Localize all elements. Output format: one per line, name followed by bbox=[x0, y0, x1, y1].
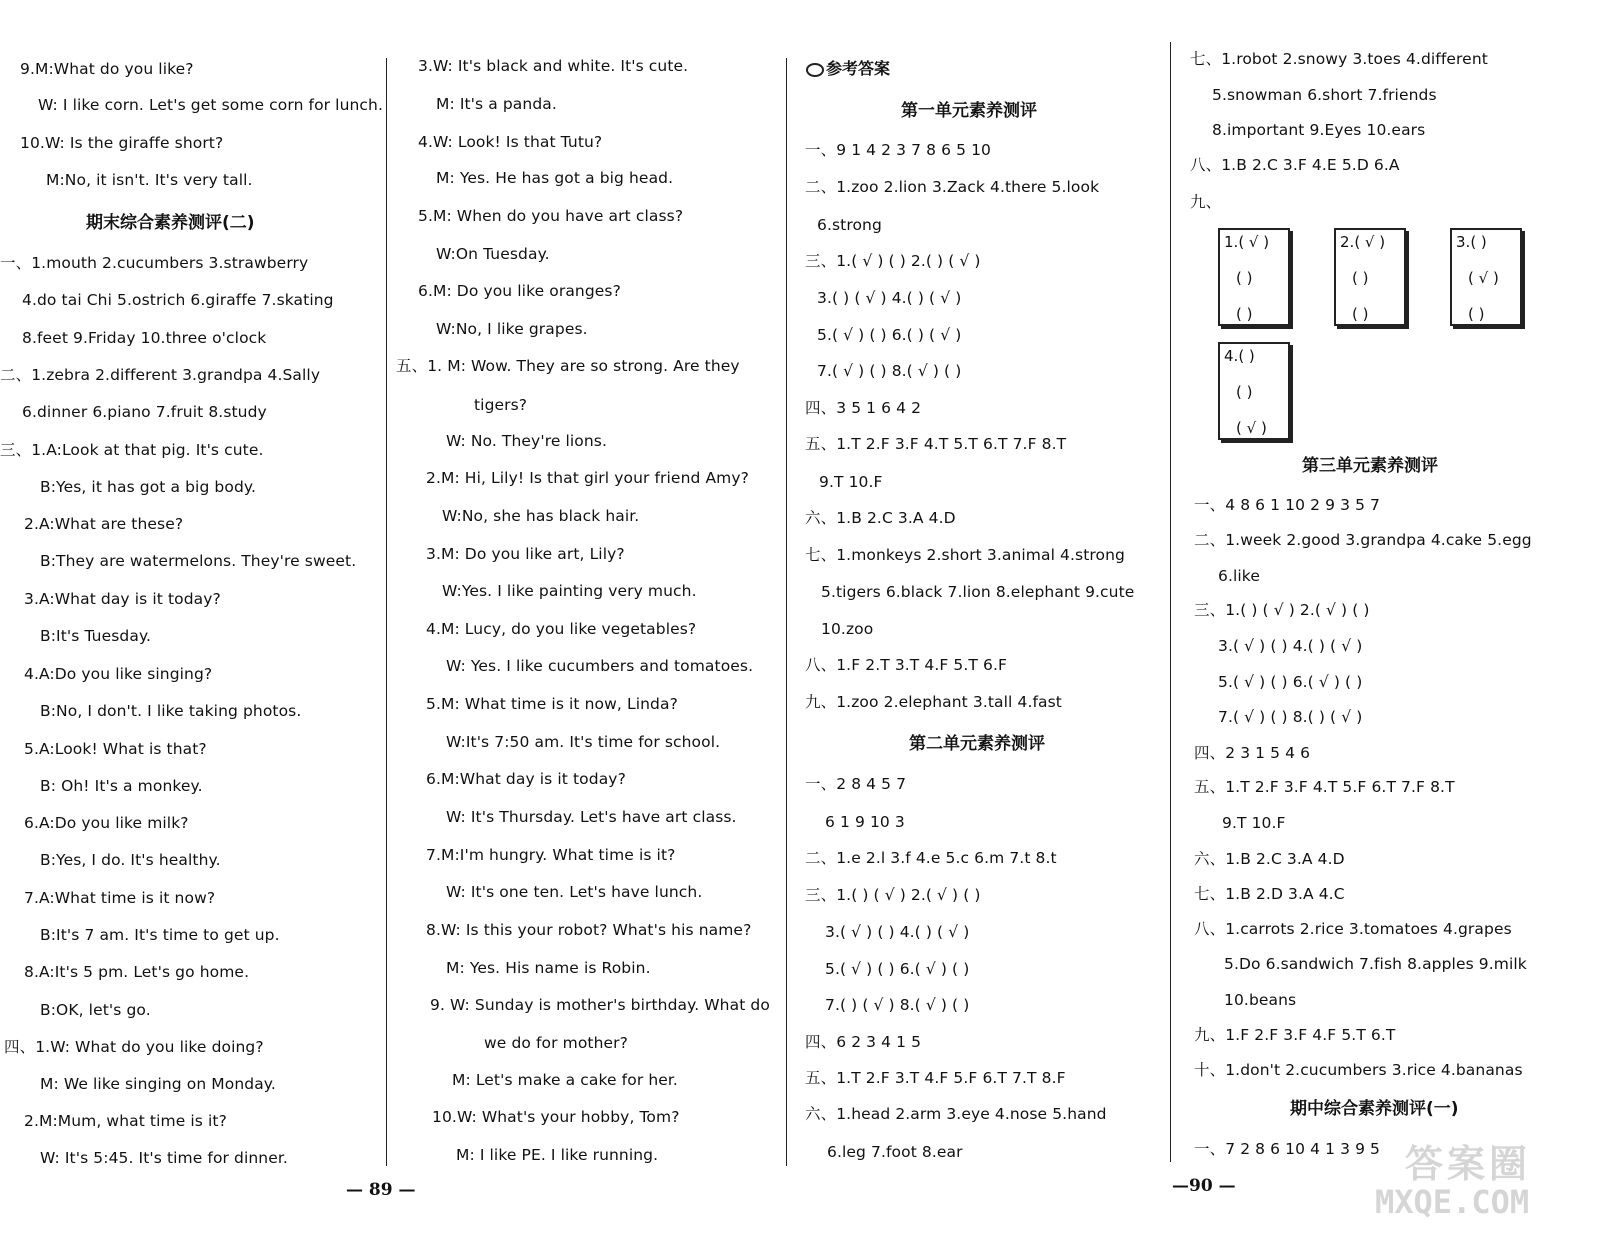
text-line: 五、1.T 2.F 3.F 4.T 5.F 6.T 7.F 8.T bbox=[1194, 778, 1455, 796]
answer-box-label: 4. bbox=[1224, 347, 1239, 365]
text-line: 六、1.head 2.arm 3.eye 4.nose 5.hand bbox=[805, 1105, 1107, 1123]
text-line: 3.( √ ) ( ) 4.( ) ( √ ) bbox=[825, 923, 970, 941]
column-4 bbox=[1190, 0, 1600, 1200]
answer-box bbox=[1450, 228, 1522, 326]
answer-box-value: ( ) bbox=[1236, 305, 1253, 323]
text-line: M: Yes. His name is Robin. bbox=[446, 959, 651, 977]
text-line: 7.M:I'm hungry. What time is it? bbox=[426, 846, 676, 864]
answer-key-header: 参考答案 bbox=[806, 56, 890, 79]
text-line: M: I like PE. I like running. bbox=[456, 1146, 659, 1164]
column-divider-1 bbox=[386, 58, 387, 1166]
text-line: 5.M: What time is it now, Linda? bbox=[426, 695, 678, 713]
answer-box-value: ( √ ) bbox=[1238, 233, 1270, 251]
answer-box-row bbox=[1236, 384, 1252, 400]
answer-box-row bbox=[1224, 234, 1269, 250]
text-line: 二、1.zebra 2.different 3.grandpa 4.Sally bbox=[0, 366, 321, 384]
answer-box-value: ( ) bbox=[1236, 383, 1253, 401]
text-line: B:It's Tuesday. bbox=[40, 627, 152, 645]
watermark-top: 答案圈 bbox=[1405, 1142, 1532, 1186]
text-line: 10.W: What's your hobby, Tom? bbox=[432, 1108, 680, 1126]
text-line: 3.( √ ) ( ) 4.( ) ( √ ) bbox=[1218, 637, 1363, 655]
text-line: 6.dinner 6.piano 7.fruit 8.study bbox=[22, 403, 267, 421]
text-line: 七、1.robot 2.snowy 3.toes 4.different bbox=[1190, 50, 1488, 68]
text-line: W: I like corn. Let's get some corn for lunch. bbox=[38, 96, 384, 114]
text-line: B:OK, let's go. bbox=[40, 1001, 151, 1019]
text-line: 三、1.( ) ( √ ) 2.( √ ) ( ) bbox=[805, 886, 981, 904]
text-line: 七、1.B 2.D 3.A 4.C bbox=[1194, 885, 1345, 903]
answer-box-value: ( √ ) bbox=[1354, 233, 1386, 251]
text-line: 四、1.W: What do you like doing? bbox=[4, 1038, 264, 1056]
text-line: 6.M: Do you like oranges? bbox=[418, 282, 621, 300]
text-line: 10.W: Is the giraffe short? bbox=[20, 134, 224, 152]
answer-box-row bbox=[1468, 306, 1484, 322]
text-line: W:On Tuesday. bbox=[436, 245, 550, 263]
column-3 bbox=[805, 0, 1175, 1200]
text-line: 6.leg 7.foot 8.ear bbox=[827, 1143, 963, 1161]
text-line: 6 1 9 10 3 bbox=[825, 813, 905, 831]
column-2 bbox=[396, 0, 796, 1200]
text-line: 4.W: Look! Is that Tutu? bbox=[418, 133, 603, 151]
text-line: 四、2 3 1 5 4 6 bbox=[1194, 744, 1311, 762]
answer-box-row bbox=[1236, 270, 1252, 286]
section-heading: 期末综合素养测评(二) bbox=[86, 213, 255, 233]
text-line: 6.M:What day is it today? bbox=[426, 770, 626, 788]
text-line: 5.Do 6.sandwich 7.fish 8.apples 9.milk bbox=[1224, 955, 1527, 973]
text-line: 5.snowman 6.short 7.friends bbox=[1212, 86, 1437, 104]
text-line: we do for mother? bbox=[484, 1034, 628, 1052]
answer-box-value: ( ) bbox=[1352, 269, 1369, 287]
text-line: 5.( √ ) ( ) 6.( √ ) ( ) bbox=[1218, 673, 1363, 691]
text-line: 9.T 10.F bbox=[1222, 814, 1286, 832]
page-number-right: —90 — bbox=[1172, 1176, 1236, 1196]
text-line: 9.T 10.F bbox=[819, 473, 883, 491]
text-line: 10.beans bbox=[1224, 991, 1297, 1009]
answer-box-value: ( ) bbox=[1236, 269, 1253, 287]
text-line: B:No, I don't. I like taking photos. bbox=[40, 702, 302, 720]
answer-box-row bbox=[1468, 270, 1499, 286]
text-line: B:Yes, it has got a big body. bbox=[40, 478, 256, 496]
text-line: 6.A:Do you like milk? bbox=[24, 814, 189, 832]
text-line: 9. W: Sunday is mother's birthday. What do bbox=[430, 996, 770, 1014]
text-line: 四、6 2 3 4 1 5 bbox=[805, 1033, 922, 1051]
text-line: W: It's 5:45. It's time for dinner. bbox=[40, 1149, 288, 1167]
text-line: 10.zoo bbox=[821, 620, 874, 638]
text-line: 三、1.( √ ) ( ) 2.( ) ( √ ) bbox=[805, 252, 981, 270]
text-line: 4.A:Do you like singing? bbox=[24, 665, 213, 683]
answer-box-value: ( ) bbox=[1352, 305, 1369, 323]
text-line: M: It's a panda. bbox=[436, 95, 557, 113]
answer-box-label: 1. bbox=[1224, 233, 1239, 251]
text-line: W:It's 7:50 am. It's time for school. bbox=[446, 733, 721, 751]
answer-box-row bbox=[1224, 348, 1255, 364]
text-line: M: Yes. He has got a big head. bbox=[436, 169, 674, 187]
text-line: 五、1.T 2.F 3.T 4.F 5.F 6.T 7.T 8.F bbox=[805, 1069, 1066, 1087]
text-line: 二、1.e 2.l 3.f 4.e 5.c 6.m 7.t 8.t bbox=[805, 849, 1057, 867]
text-line: 一、2 8 4 5 7 bbox=[805, 775, 907, 793]
text-line: W:No, I like grapes. bbox=[436, 320, 588, 338]
text-line: B: Oh! It's a monkey. bbox=[40, 777, 203, 795]
text-line: 9.M:What do you like? bbox=[20, 60, 194, 78]
text-line: 一、4 8 6 1 10 2 9 3 5 7 bbox=[1194, 496, 1381, 514]
text-line: 6.like bbox=[1218, 567, 1260, 585]
answer-box-value: ( ) bbox=[1238, 347, 1255, 365]
column-divider-3 bbox=[1170, 42, 1171, 1162]
text-line: M: We like singing on Monday. bbox=[40, 1075, 276, 1093]
text-line: 8.important 9.Eyes 10.ears bbox=[1212, 121, 1426, 139]
answer-box bbox=[1334, 228, 1406, 326]
text-line: 7.( √ ) ( ) 8.( √ ) ( ) bbox=[817, 362, 962, 380]
text-line: W: It's Thursday. Let's have art class. bbox=[446, 808, 737, 826]
answer-box-value: ( ) bbox=[1470, 233, 1487, 251]
text-line: 八、1.B 2.C 3.F 4.E 5.D 6.A bbox=[1190, 156, 1400, 174]
text-line: 八、1.carrots 2.rice 3.tomatoes 4.grapes bbox=[1194, 920, 1512, 938]
text-line: M: Let's make a cake for her. bbox=[452, 1071, 678, 1089]
text-line: B:Yes, I do. It's healthy. bbox=[40, 851, 221, 869]
text-line: 四、3 5 1 6 4 2 bbox=[805, 399, 922, 417]
text-line: W: Yes. I like cucumbers and tomatoes. bbox=[446, 657, 754, 675]
text-line: 3.W: It's black and white. It's cute. bbox=[418, 57, 689, 75]
text-line: 8.A:It's 5 pm. Let's go home. bbox=[24, 963, 250, 981]
text-line: 8.W: Is this your robot? What's his name? bbox=[426, 921, 752, 939]
answer-box-row bbox=[1352, 306, 1368, 322]
text-line: M:No, it isn't. It's very tall. bbox=[46, 171, 253, 189]
section-heading: 第一单元素养测评 bbox=[901, 101, 1037, 121]
answer-box-row bbox=[1352, 270, 1368, 286]
text-line: 5.( √ ) ( ) 6.( √ ) ( ) bbox=[825, 960, 970, 978]
answer-box-row bbox=[1340, 234, 1385, 250]
text-line: 3.( ) ( √ ) 4.( ) ( √ ) bbox=[817, 289, 962, 307]
text-line: 三、1.A:Look at that pig. It's cute. bbox=[0, 441, 264, 459]
text-line: tigers? bbox=[474, 396, 528, 414]
text-line: B:It's 7 am. It's time to get up. bbox=[40, 926, 280, 944]
watermark-bottom: MXQE.COM bbox=[1375, 1183, 1530, 1221]
answer-box-label: 3. bbox=[1456, 233, 1471, 251]
answer-box-row bbox=[1236, 306, 1252, 322]
answer-box bbox=[1218, 342, 1290, 440]
section-heading: 第三单元素养测评 bbox=[1302, 456, 1438, 476]
text-line: W: No. They're lions. bbox=[446, 432, 608, 450]
text-line: W:No, she has black hair. bbox=[442, 507, 640, 525]
answer-box-value: ( √ ) bbox=[1468, 269, 1499, 287]
text-line: 8.feet 9.Friday 10.three o'clock bbox=[22, 329, 267, 347]
text-line: 7.( ) ( √ ) 8.( √ ) ( ) bbox=[825, 996, 970, 1014]
text-line: B:They are watermelons. They're sweet. bbox=[40, 552, 357, 570]
text-line: 7.( √ ) ( ) 8.( ) ( √ ) bbox=[1218, 708, 1363, 726]
text-line: 5.( √ ) ( ) 6.( ) ( √ ) bbox=[817, 326, 962, 344]
text-line: 2.M: Hi, Lily! Is that girl your friend Amy? bbox=[426, 469, 749, 487]
answer-box-value: ( ) bbox=[1468, 305, 1485, 323]
section-heading: 第二单元素养测评 bbox=[909, 734, 1045, 754]
text-line: 九、1.zoo 2.elephant 3.tall 4.fast bbox=[805, 693, 1062, 711]
text-line: 一、9 1 4 2 3 7 8 6 5 10 bbox=[805, 141, 992, 159]
answer-box-label: 2. bbox=[1340, 233, 1355, 251]
text-line: 二、1.week 2.good 3.grandpa 4.cake 5.egg bbox=[1194, 531, 1532, 549]
text-line: W: It's one ten. Let's have lunch. bbox=[446, 883, 703, 901]
section-heading: 期中综合素养测评(一) bbox=[1290, 1099, 1459, 1119]
text-line: 5.A:Look! What is that? bbox=[24, 740, 207, 758]
answer-box-value: ( √ ) bbox=[1236, 419, 1267, 437]
answer-box-row bbox=[1456, 234, 1487, 250]
text-line: 五、1.T 2.F 3.F 4.T 5.T 6.T 7.F 8.T bbox=[805, 435, 1067, 453]
text-line: 5.tigers 6.black 7.lion 8.elephant 9.cute bbox=[821, 583, 1135, 601]
text-line: 九、1.F 2.F 3.F 4.F 5.T 6.T bbox=[1194, 1026, 1396, 1044]
text-line: 2.A:What are these? bbox=[24, 515, 184, 533]
column-1 bbox=[0, 0, 385, 1200]
text-line: 一、1.mouth 2.cucumbers 3.strawberry bbox=[0, 254, 309, 272]
text-line: 十、1.don't 2.cucumbers 3.rice 4.bananas bbox=[1194, 1061, 1523, 1079]
text-line: 7.A:What time is it now? bbox=[24, 889, 216, 907]
text-line: 3.A:What day is it today? bbox=[24, 590, 221, 608]
text-line: 3.M: Do you like art, Lily? bbox=[426, 545, 625, 563]
text-line: 八、1.F 2.T 3.T 4.F 5.T 6.F bbox=[805, 656, 1008, 674]
text-line: W:Yes. I like painting very much. bbox=[442, 582, 697, 600]
text-line: 五、1. M: Wow. They are so strong. Are they bbox=[396, 357, 740, 375]
text-line: 4.M: Lucy, do you like vegetables? bbox=[426, 620, 697, 638]
text-line: 六、1.B 2.C 3.A 4.D bbox=[805, 509, 956, 527]
answer-box-row bbox=[1236, 420, 1267, 436]
text-line: 二、1.zoo 2.lion 3.Zack 4.there 5.look bbox=[805, 178, 1100, 196]
page-number-left: — 89 — bbox=[346, 1180, 416, 1200]
text-line: 6.strong bbox=[817, 216, 882, 234]
text-line: 2.M:Mum, what time is it? bbox=[24, 1112, 227, 1130]
column-divider-2 bbox=[786, 58, 787, 1166]
answer-box bbox=[1218, 228, 1290, 326]
text-line: 七、1.monkeys 2.short 3.animal 4.strong bbox=[805, 546, 1125, 564]
text-line: 九、 bbox=[1190, 193, 1222, 211]
text-line: 六、1.B 2.C 3.A 4.D bbox=[1194, 850, 1345, 868]
watermark-logo bbox=[1375, 1133, 1575, 1228]
text-line: 5.M: When do you have art class? bbox=[418, 207, 684, 225]
text-line: 三、1.( ) ( √ ) 2.( √ ) ( ) bbox=[1194, 601, 1370, 619]
text-line: 4.do tai Chi 5.ostrich 6.giraffe 7.skating bbox=[22, 291, 334, 309]
text-line: 一、7 2 8 6 10 4 1 3 9 5 bbox=[1194, 1140, 1381, 1158]
